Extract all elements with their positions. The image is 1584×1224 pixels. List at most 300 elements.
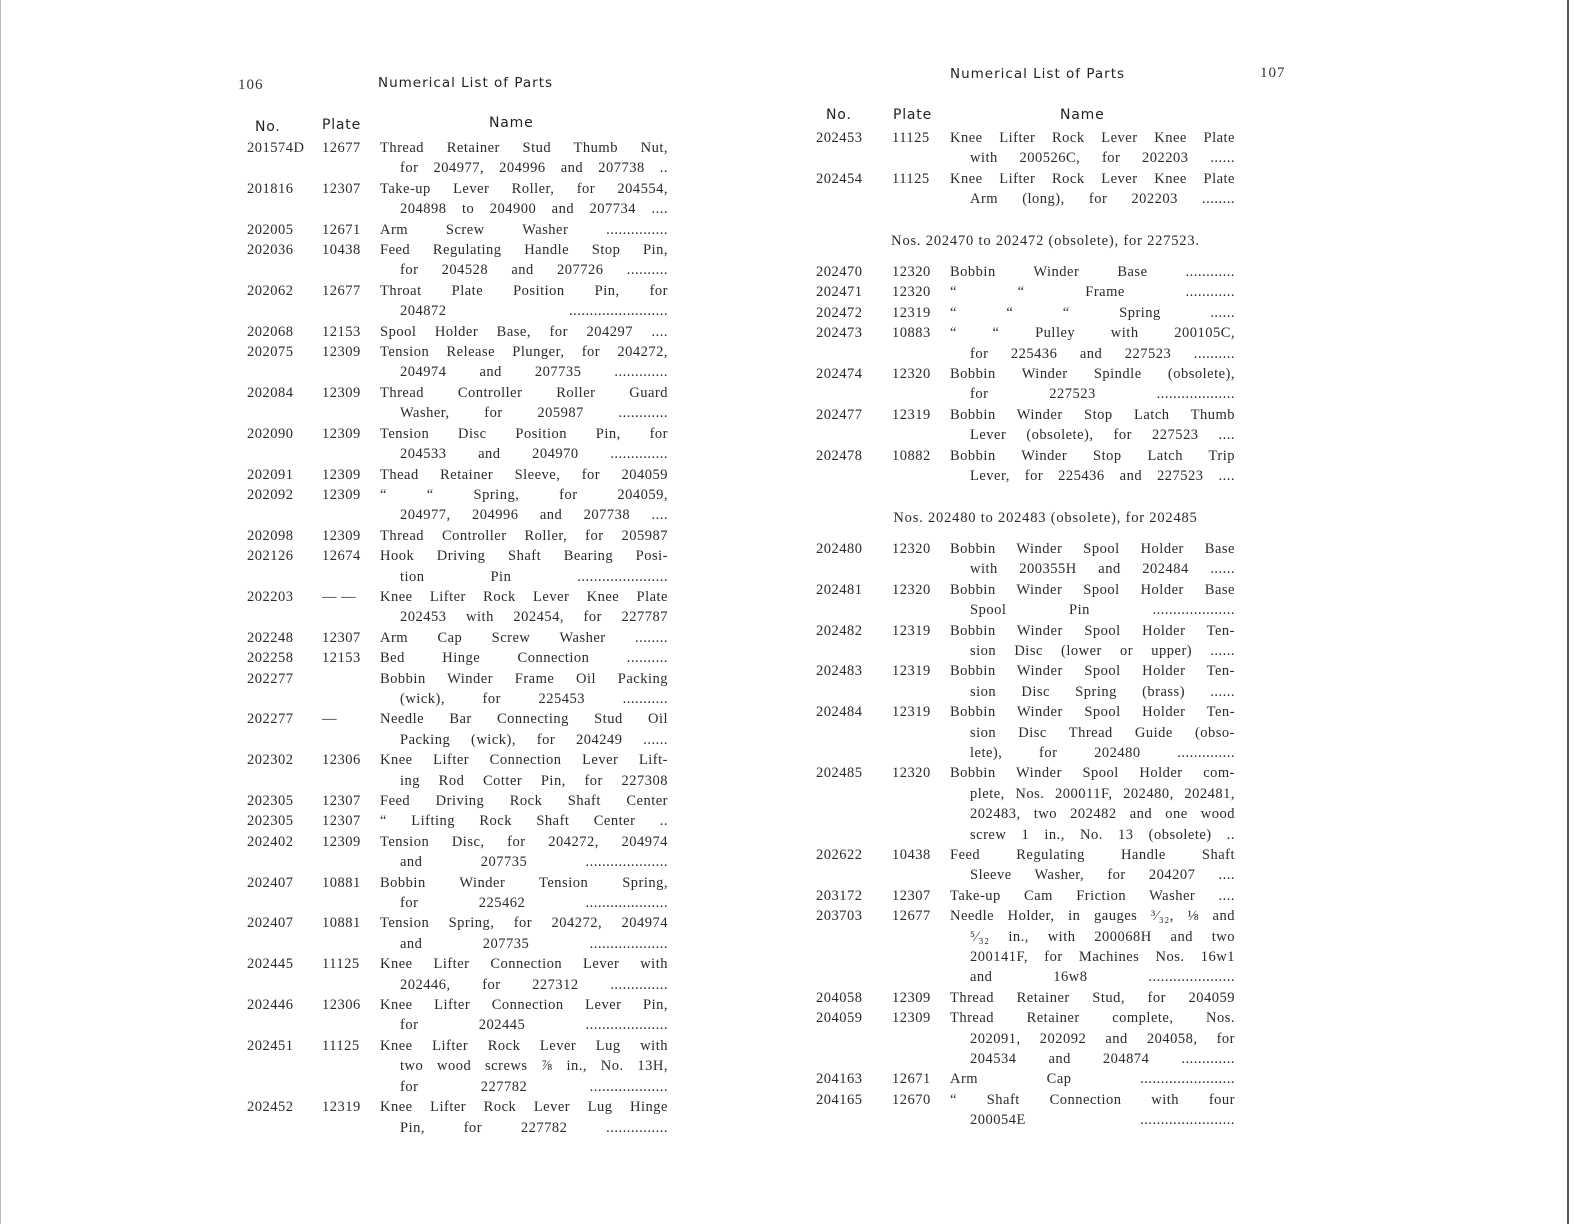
part-number: 204163 <box>816 1071 863 1088</box>
part-name-line: Washer, for 205987 ............ <box>400 405 668 422</box>
part-name-line: Bobbin Winder Spool Holder Ten- <box>950 704 1235 721</box>
plate-number: 10438 <box>322 242 361 259</box>
part-entry <box>247 485 668 526</box>
plate-number: 12309 <box>322 527 361 544</box>
part-name <box>950 128 1235 169</box>
part-name <box>380 1036 668 1097</box>
part-name <box>950 702 1235 763</box>
part-name-line: Bobbin Winder Spindle (obsolete), <box>950 366 1235 383</box>
part-entry <box>247 832 668 873</box>
part-name-line: Tension Disc Position Pin, for <box>380 425 668 442</box>
part-name <box>380 648 668 668</box>
part-number: 202481 <box>816 581 863 598</box>
part-name <box>380 281 668 322</box>
part-name-line: Bobbin Winder Stop Latch Trip <box>950 447 1235 464</box>
part-name <box>380 791 668 811</box>
part-name-line: 204977, 204996 and 207738 .... <box>400 507 668 524</box>
part-name <box>380 913 668 954</box>
part-name-line: Knee Lifter Connection Lever Lift- <box>380 752 668 769</box>
plate-number: 12319 <box>892 304 931 321</box>
part-number: 202203 <box>247 588 294 605</box>
part-name <box>950 1069 1235 1089</box>
plate-number: 10883 <box>892 325 931 342</box>
part-name-line: Needle Holder, in gauges ³⁄₃₂, ⅛ and <box>950 908 1235 925</box>
plate-number: 12153 <box>322 323 361 340</box>
part-name <box>380 465 668 485</box>
part-entry <box>816 1069 1235 1089</box>
part-name <box>950 539 1235 580</box>
plate-number: 12307 <box>892 887 931 904</box>
part-name-line: screw 1 in., No. 13 (obsolete) .. <box>970 826 1235 843</box>
part-name <box>380 485 668 526</box>
part-number: 202478 <box>816 447 863 464</box>
part-name-line: two wood screws ⅞ in., No. 13H, <box>400 1058 668 1075</box>
part-name <box>380 383 668 424</box>
part-name-line: “ “ Frame ............ <box>950 284 1235 301</box>
part-number: 202483 <box>816 663 863 680</box>
part-name-line: Bed Hinge Connection .......... <box>380 650 668 667</box>
left-column-header-no: No. <box>255 119 281 135</box>
part-name-line: Needle Bar Connecting Stud Oil <box>380 711 668 728</box>
part-name-line: Knee Lifter Rock Lever Knee Plate <box>950 130 1235 146</box>
part-number: 202480 <box>816 540 863 557</box>
part-name-line: Thread Retainer complete, Nos. <box>950 1010 1235 1027</box>
part-entry <box>247 383 668 424</box>
part-entry <box>816 262 1235 282</box>
part-number: 202068 <box>247 323 294 340</box>
right-column-header-no: No. <box>826 107 852 123</box>
part-number: 203172 <box>816 887 863 904</box>
plate-number: 12309 <box>322 833 361 850</box>
part-name <box>380 587 668 628</box>
part-entry <box>247 322 668 342</box>
part-name-line: “ “ Spring, for 204059, <box>380 486 668 503</box>
part-name-line: with 200526C, for 202203 ...... <box>970 150 1235 167</box>
part-entry <box>816 886 1235 906</box>
part-name-line: Feed Regulating Handle Stop Pin, <box>380 242 668 259</box>
part-name <box>380 873 668 914</box>
part-entry <box>247 424 668 465</box>
part-name <box>380 526 668 546</box>
part-name-line: Knee Lifter Rock Lever Lug Hinge <box>380 1099 668 1116</box>
part-name-line: Lever (obsolete), for 227523 .... <box>970 427 1235 444</box>
part-name-line: and 207735 ................... <box>400 935 668 952</box>
left-running-head: Numerical List of Parts <box>378 75 554 91</box>
part-entry <box>816 364 1235 405</box>
left-column-header-plate: Plate <box>322 117 362 133</box>
part-entry <box>816 988 1235 1008</box>
part-number: 202098 <box>247 527 294 544</box>
part-entry <box>816 845 1235 886</box>
plate-number: 12306 <box>322 752 361 769</box>
plate-number: 10881 <box>322 874 361 891</box>
part-number: 202451 <box>247 1037 294 1054</box>
part-entry <box>247 750 668 791</box>
plate-number: 12677 <box>322 140 361 156</box>
part-name-line: for 227523 ................... <box>970 386 1235 403</box>
part-number: 202075 <box>247 344 294 361</box>
plate-number: 11125 <box>322 956 360 973</box>
part-name <box>950 988 1235 1008</box>
part-name-line: Bobbin Winder Spool Holder com- <box>950 765 1235 782</box>
part-entry <box>247 709 668 750</box>
plate-number: 12153 <box>322 650 361 667</box>
plate-number: 10438 <box>892 847 931 863</box>
section-heading: Nos. 202480 to 202483 (obsolete), for 202485 <box>893 509 1198 526</box>
part-entry <box>247 628 668 648</box>
plate-number: 12307 <box>322 629 361 646</box>
part-name-line: plete, Nos. 200011F, 202480, 202481, <box>970 785 1235 802</box>
part-entry <box>816 702 1235 763</box>
plate-number: 11125 <box>892 170 930 187</box>
part-name <box>380 342 668 383</box>
part-name-line: Throat Plate Position Pin, for <box>380 282 668 299</box>
plate-number: 12319 <box>892 406 931 423</box>
right-column-header-name: Name <box>1060 107 1105 123</box>
part-name-line: “ “ “ Spring ...... <box>950 304 1235 321</box>
part-name <box>380 669 668 710</box>
part-name-line: “ “ Pulley with 200105C, <box>950 325 1235 342</box>
part-name-line: Tension Release Plunger, for 204272, <box>380 344 668 361</box>
part-name-line: sion Disc Thread Guide (obso- <box>970 724 1235 741</box>
part-name-line: sion Disc Spring (brass) ...... <box>970 683 1235 700</box>
part-number: 202090 <box>247 425 294 442</box>
part-entry <box>247 526 668 546</box>
part-name-line: for 204528 and 207726 .......... <box>400 262 668 279</box>
part-name-line: Thread Controller Roller, for 205987 <box>380 527 668 544</box>
part-number: 202484 <box>816 704 863 721</box>
part-name <box>950 446 1235 487</box>
part-number: 202472 <box>816 304 863 321</box>
part-name-line: for 225462 .................... <box>400 895 668 912</box>
part-entry <box>816 621 1235 662</box>
part-name <box>950 1090 1235 1131</box>
part-name <box>380 750 668 791</box>
part-entry <box>247 995 668 1036</box>
part-name <box>380 1097 668 1138</box>
part-name-line: Feed Regulating Handle Shaft <box>950 847 1235 863</box>
plate-number: 12307 <box>322 813 361 830</box>
part-number: 202084 <box>247 384 294 401</box>
part-number: 202452 <box>247 1099 294 1116</box>
part-name-line: 200054E ....................... <box>970 1112 1235 1129</box>
part-entry <box>816 661 1235 702</box>
part-name-line: Knee Lifter Rock Lever Knee Plate <box>950 170 1235 187</box>
part-name <box>380 424 668 465</box>
part-name-line: Arm Cap Screw Washer ........ <box>380 629 668 646</box>
part-name-line: “ Shaft Connection with four <box>950 1091 1235 1108</box>
part-number: 202126 <box>247 548 294 565</box>
left-column-header-name: Name <box>489 115 534 131</box>
part-number: 202471 <box>816 284 863 301</box>
part-name <box>380 322 668 342</box>
plate-number: 12320 <box>892 765 931 782</box>
part-entry <box>816 323 1235 364</box>
part-name <box>380 954 668 995</box>
part-name-line: Knee Lifter Connection Lever with <box>380 956 668 973</box>
part-entry <box>247 138 668 179</box>
left-parts-list <box>247 138 668 1138</box>
part-name <box>950 661 1235 702</box>
part-name-line: ⁵⁄₃₂ in., with 200068H and two <box>970 928 1235 945</box>
part-name <box>380 811 668 831</box>
part-name <box>950 621 1235 662</box>
part-name-line: Thread Retainer Stud Thumb Nut, <box>380 140 668 156</box>
part-name-line: 202453 with 202454, for 227787 <box>400 609 668 626</box>
part-name <box>950 845 1235 886</box>
part-name-line: for 204977, 204996 and 207738 .. <box>400 160 668 177</box>
plate-number: — — <box>322 588 357 605</box>
part-number: 202258 <box>247 650 294 667</box>
part-name-line: 202446, for 227312 .............. <box>400 976 668 993</box>
part-name <box>950 763 1235 845</box>
part-name <box>950 282 1235 302</box>
part-number: 202473 <box>816 325 863 342</box>
part-number: 202091 <box>247 466 294 483</box>
part-name-line: for 227782 ................... <box>400 1078 668 1095</box>
part-entry <box>816 282 1235 302</box>
part-name-line: Bobbin Winder Frame Oil Packing <box>380 670 668 687</box>
part-name-line: Knee Lifter Rock Lever Knee Plate <box>380 588 668 605</box>
plate-number: 12307 <box>322 793 361 809</box>
part-entry <box>247 913 668 954</box>
part-number: 202407 <box>247 874 294 891</box>
part-number: 201574D <box>247 140 305 156</box>
part-entry <box>816 446 1235 487</box>
part-name-line: Bobbin Winder Base ............ <box>950 264 1235 281</box>
part-number: 202477 <box>816 406 863 423</box>
plate-number: 12319 <box>892 663 931 680</box>
part-name-line: sion Disc (lower or upper) ...... <box>970 642 1235 659</box>
part-entry <box>247 648 668 668</box>
part-number: 202474 <box>816 366 863 383</box>
plate-number: 12309 <box>892 989 931 1006</box>
part-name-line: Feed Driving Rock Shaft Center <box>380 793 668 809</box>
part-number: 201816 <box>247 180 294 197</box>
part-number: 202402 <box>247 833 294 850</box>
part-name-line: Bobbin Winder Spool Holder Ten- <box>950 663 1235 680</box>
part-name-line: Take-up Cam Friction Washer .... <box>950 887 1235 904</box>
part-entry <box>816 580 1235 621</box>
part-entry <box>247 1036 668 1097</box>
part-name-line: Sleeve Washer, for 204207 .... <box>970 867 1235 884</box>
part-name-line: Packing (wick), for 204249 ...... <box>400 731 668 748</box>
part-name <box>950 303 1235 323</box>
part-name-line: Bobbin Winder Spool Holder Base <box>950 540 1235 557</box>
part-name-line: Arm Screw Washer ............... <box>380 221 668 238</box>
part-entry <box>247 342 668 383</box>
part-name-line: Bobbin Winder Tension Spring, <box>380 874 668 891</box>
part-name-line: Bobbin Winder Stop Latch Thumb <box>950 406 1235 423</box>
part-number: 202445 <box>247 956 294 973</box>
part-number: 202407 <box>247 915 294 932</box>
part-name <box>380 546 668 587</box>
part-name-line: Hook Driving Shaft Bearing Posi- <box>380 548 668 565</box>
part-number: 202248 <box>247 629 294 646</box>
part-number: 202485 <box>816 765 863 782</box>
part-name-line: Spool Pin .................... <box>970 602 1235 619</box>
page-edge <box>1567 0 1569 1224</box>
part-name-line: Thread Retainer Stud, for 204059 <box>950 989 1235 1006</box>
part-name-line: Knee Lifter Rock Lever Lug with <box>380 1037 668 1054</box>
right-running-head: Numerical List of Parts <box>950 66 1126 82</box>
part-number: 202092 <box>247 486 294 503</box>
part-name <box>380 138 668 179</box>
plate-number: 12319 <box>322 1099 361 1116</box>
part-number: 202446 <box>247 997 294 1014</box>
part-entry <box>247 546 668 587</box>
part-name-line: Spool Holder Base, for 204297 .... <box>380 323 668 340</box>
part-name-line: ing Rod Cotter Pin, for 227308 <box>400 772 668 789</box>
part-number: 204058 <box>816 989 863 1006</box>
part-entry <box>247 954 668 995</box>
part-entry <box>247 811 668 831</box>
part-number: 202277 <box>247 670 294 687</box>
part-name <box>380 220 668 240</box>
plate-number: 12309 <box>322 344 361 361</box>
part-name-line: (wick), for 225453 ........... <box>400 690 668 707</box>
plate-number: 12306 <box>322 997 361 1014</box>
right-column-header-plate: Plate <box>893 107 933 123</box>
part-number: 202305 <box>247 813 294 830</box>
part-name-line: lete), for 202480 .............. <box>970 744 1235 761</box>
plate-number: 10882 <box>892 447 931 464</box>
plate-number: 12309 <box>892 1010 931 1027</box>
part-name-line: 204533 and 204970 .............. <box>400 446 668 463</box>
part-number: 202453 <box>816 130 863 146</box>
part-name-line: 204534 and 204874 ............. <box>970 1051 1235 1068</box>
part-name-line: Pin, for 227782 ............... <box>400 1119 668 1136</box>
part-name-line: Tension Spring, for 204272, 204974 <box>380 915 668 932</box>
plate-number: 12670 <box>892 1091 931 1108</box>
plate-number: 11125 <box>892 130 930 146</box>
part-name-line: Bobbin Winder Spool Holder Ten- <box>950 622 1235 639</box>
part-name <box>380 832 668 873</box>
part-name-line: 202091, 202092 and 204058, for <box>970 1030 1235 1047</box>
part-name <box>380 179 668 220</box>
part-number: 204165 <box>816 1091 863 1108</box>
part-name-line: 200141F, for Machines Nos. 16w1 <box>970 949 1235 966</box>
part-name-line: “ Lifting Rock Shaft Center .. <box>380 813 668 830</box>
part-name-line: Tension Disc, for 204272, 204974 <box>380 833 668 850</box>
part-entry <box>247 220 668 240</box>
part-number: 202470 <box>816 264 863 281</box>
plate-number: 12319 <box>892 704 931 721</box>
plate-number: — <box>322 711 337 728</box>
part-name-line: Bobbin Winder Spool Holder Base <box>950 581 1235 598</box>
part-name-line: 204974 and 207735 ............. <box>400 364 668 381</box>
part-name-line: and 207735 .................... <box>400 854 668 871</box>
part-name <box>380 628 668 648</box>
part-name-line: tion Pin ...................... <box>400 568 668 585</box>
part-entry <box>816 1090 1235 1131</box>
part-name-line: Arm (long), for 202203 ........ <box>970 191 1235 208</box>
part-number: 202482 <box>816 622 863 639</box>
plate-number: 12309 <box>322 466 361 483</box>
part-entry <box>247 1097 668 1138</box>
page-edge <box>0 0 1 1224</box>
part-entry <box>816 169 1235 210</box>
plate-number: 12677 <box>322 282 361 299</box>
part-name <box>950 1008 1235 1069</box>
part-name <box>950 262 1235 282</box>
part-name-line: and 16w8 ..................... <box>970 969 1235 986</box>
part-name <box>950 580 1235 621</box>
part-name <box>950 906 1235 988</box>
plate-number: 12320 <box>892 366 931 383</box>
plate-number: 12309 <box>322 486 361 503</box>
part-number: 204059 <box>816 1010 863 1027</box>
right-parts-list <box>816 128 1235 1131</box>
part-name-line: 202483, two 202482 and one wood <box>970 806 1235 823</box>
part-name-line: Thread Controller Roller Guard <box>380 384 668 401</box>
plate-number: 10881 <box>322 915 361 932</box>
part-entry <box>816 906 1235 988</box>
part-name <box>380 240 668 281</box>
part-number: 202036 <box>247 242 294 259</box>
part-name-line: with 200355H and 202484 ...... <box>970 561 1235 578</box>
part-entry <box>247 465 668 485</box>
left-page-number: 106 <box>238 77 264 93</box>
plate-number: 11125 <box>322 1037 360 1054</box>
part-entry <box>247 281 668 322</box>
part-entry <box>816 1008 1235 1069</box>
part-name-line: for 202445 .................... <box>400 1017 668 1034</box>
part-number: 202305 <box>247 793 294 809</box>
plate-number: 12309 <box>322 425 361 442</box>
part-number: 202302 <box>247 752 294 769</box>
part-entry <box>247 587 668 628</box>
part-name <box>950 886 1235 906</box>
plate-number: 12320 <box>892 284 931 301</box>
part-name <box>380 709 668 750</box>
plate-number: 12671 <box>892 1071 931 1088</box>
part-entry <box>247 669 668 710</box>
right-page-number: 107 <box>1260 65 1286 81</box>
part-name <box>950 323 1235 364</box>
part-name-line: Thead Retainer Sleeve, for 204059 <box>380 466 668 483</box>
part-entry <box>816 303 1235 323</box>
part-name-line: 204898 to 204900 and 207734 .... <box>400 201 668 218</box>
plate-number: 12674 <box>322 548 361 565</box>
part-number: 202622 <box>816 847 863 863</box>
part-name-line: Lever, for 225436 and 227523 .... <box>970 468 1235 485</box>
part-entry <box>816 763 1235 845</box>
part-name <box>950 405 1235 446</box>
part-number: 202005 <box>247 221 294 238</box>
plate-number: 12320 <box>892 581 931 598</box>
part-entry <box>247 873 668 914</box>
part-name-line: Take-up Lever Roller, for 204554, <box>380 180 668 197</box>
part-entry <box>247 791 668 811</box>
plate-number: 12320 <box>892 540 931 557</box>
section-heading: Nos. 202470 to 202472 (obsolete), for 227523. <box>891 232 1200 249</box>
part-entry <box>816 405 1235 446</box>
part-name <box>380 995 668 1036</box>
part-number: 202277 <box>247 711 294 728</box>
plate-number: 12671 <box>322 221 361 238</box>
part-name-line: 204872 ........................ <box>400 303 668 320</box>
part-number: 202454 <box>816 170 863 187</box>
part-entry <box>247 240 668 281</box>
part-name <box>950 169 1235 210</box>
part-entry <box>816 128 1235 169</box>
plate-number: 12677 <box>892 908 931 925</box>
plate-number: 12319 <box>892 622 931 639</box>
plate-number: 12320 <box>892 264 931 281</box>
part-name-line: Arm Cap ....................... <box>950 1071 1235 1088</box>
part-name <box>950 364 1235 405</box>
